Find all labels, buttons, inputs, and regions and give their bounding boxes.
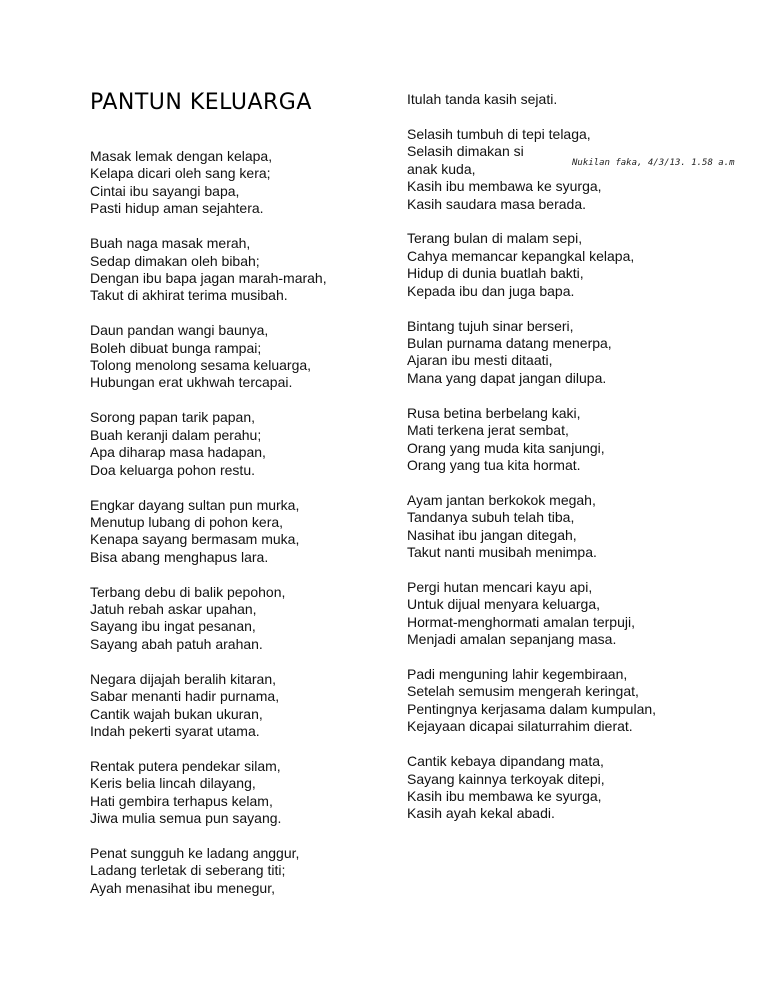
verse-line: Kepada ibu dan juga bapa. xyxy=(407,282,575,299)
verse-line: Sayang kainnya terkoyak ditepi, xyxy=(407,770,605,787)
verse-line: Takut nanti musibah menimpa. xyxy=(407,544,597,561)
pantun-stanza xyxy=(407,91,656,108)
pantun-stanza xyxy=(90,845,327,897)
verse-line: Keris belia lincah dilayang, xyxy=(90,775,256,792)
verse-line: Doa keluarga pohon restu. xyxy=(90,461,255,478)
verse-line: Sayang abah patuh arahan. xyxy=(90,635,263,652)
verse-line: Kasih ibu membawa ke syurga, xyxy=(407,788,602,804)
verse-line: Kenapa sayang bermasam muka, xyxy=(90,531,300,548)
verse-line: Boleh dibuat bunga rampai; xyxy=(90,339,262,356)
right-column xyxy=(407,91,656,840)
left-column xyxy=(90,148,327,915)
verse-line: Nasihat ibu jangan ditegah, xyxy=(407,526,577,543)
verse-line: Bintang tujuh sinar berseri, xyxy=(407,317,574,334)
verse-line: Kasih ibu membawa ke syurga, xyxy=(407,178,602,195)
verse-line: Takut di akhirat terima musibah. xyxy=(90,287,288,304)
pantun-stanza xyxy=(90,584,327,654)
verse-line: Masak lemak dengan kelapa, xyxy=(90,148,273,164)
pantun-stanza xyxy=(90,671,327,741)
verse-line: Bisa abang menghapus lara. xyxy=(90,548,269,565)
verse-line: Padi menguning lahir kegembiraan, xyxy=(407,666,628,683)
verse-line: Tolong menolong sesama keluarga, xyxy=(90,357,312,374)
pantun-stanza xyxy=(407,666,656,736)
verse-line: Cahya memancar kepangkal kelapa, xyxy=(407,247,635,264)
pantun-stanza xyxy=(90,235,327,305)
document-title: PANTUN KELUARGA xyxy=(90,90,312,115)
verse-line: Ayah menasihat ibu menegur, xyxy=(90,879,275,896)
verse-line: Selasih tumbuh di tepi telaga, xyxy=(407,125,591,142)
verse-line: Kelapa dicari oleh sang kera; xyxy=(90,165,271,182)
verse-line: Kasih saudara masa berada. xyxy=(407,195,586,212)
verse-line: Menutup lubang di pohon kera, xyxy=(90,513,284,530)
verse-line: Ajaran ibu mesti ditaati, xyxy=(407,352,553,369)
verse-line: Pasti hidup aman sejahtera. xyxy=(90,200,264,217)
verse-line: Pergi hutan mencari kayu api, xyxy=(407,578,593,595)
pantun-stanza xyxy=(407,318,656,388)
verse-line: Apa diharap masa hadapan, xyxy=(90,444,266,461)
verse-line: Hidup di dunia buatlah bakti, xyxy=(407,265,584,282)
verse-line: Terbang debu di balik pepohon, xyxy=(90,583,286,600)
verse-line: Hormat-menghormati amalan terpuji, xyxy=(407,613,635,630)
verse-line: Engkar dayang sultan pun murka, xyxy=(90,496,300,513)
handwritten-note: Nukilan faka, 4/3/13. 1.58 a.m xyxy=(572,158,735,168)
verse-line: Negara dijajah beralih kitaran, xyxy=(90,670,276,687)
verse-line: Kasih ayah kekal abadi. xyxy=(407,805,555,822)
verse-line: Bulan purnama datang menerpa, xyxy=(407,334,612,351)
pantun-stanza xyxy=(90,322,327,392)
verse-line: Terang bulan di malam sepi, xyxy=(407,230,583,247)
verse-line: Daun pandan wangi baunya, xyxy=(90,322,269,339)
verse-line: Sedap dimakan oleh bibah; xyxy=(90,252,260,269)
verse-line: Orang yang tua kita hormat. xyxy=(407,456,581,473)
pantun-stanza xyxy=(407,126,656,213)
verse-line: Menjadi amalan sepanjang masa. xyxy=(407,631,617,648)
verse-line: Untuk dijual menyara keluarga, xyxy=(407,596,600,613)
pantun-stanza xyxy=(407,753,656,823)
pantun-stanza xyxy=(407,230,656,300)
verse-line: Mana yang dapat jangan dilupa. xyxy=(407,369,607,386)
verse-line: Jatuh rebah askar upahan, xyxy=(90,601,257,618)
verse-line: Cantik kebaya dipandang mata, xyxy=(407,753,604,770)
verse-line: Itulah tanda kasih sejati. xyxy=(407,91,558,107)
verse-line: Jiwa mulia semua pun sayang. xyxy=(90,810,282,827)
verse-line: Buah naga masak merah, xyxy=(90,235,251,252)
verse-line: Tandanya subuh telah tiba, xyxy=(407,509,575,526)
verse-line: Indah pekerti syarat utama. xyxy=(90,722,260,739)
verse-line: Buah keranji dalam perahu; xyxy=(90,426,262,443)
verse-line: Penat sungguh ke ladang anggur, xyxy=(90,845,300,861)
pantun-stanza xyxy=(407,405,656,475)
verse-line: Sabar menanti hadir purnama, xyxy=(90,688,280,705)
verse-line: Cintai ibu sayangi bapa, xyxy=(90,182,240,199)
verse-line: Selasih dimakan si xyxy=(407,143,524,160)
verse-line: Ayam jantan berkokok megah, xyxy=(407,491,596,508)
verse-line: Sayang ibu ingat pesanan, xyxy=(90,618,256,635)
verse-line: Orang yang muda kita sanjungi, xyxy=(407,439,605,456)
verse-line: Hati gembira terhapus kelam, xyxy=(90,792,273,809)
verse-line: Rentak putera pendekar silam, xyxy=(90,757,281,774)
verse-line: Sorong papan tarik papan, xyxy=(90,409,256,426)
pantun-stanza xyxy=(407,492,656,562)
pantun-stanza xyxy=(407,579,656,649)
verse-line: Setelah semusim mengerah keringat, xyxy=(407,683,639,700)
verse-line: Ladang terletak di seberang titi; xyxy=(90,862,286,879)
pantun-stanza xyxy=(90,497,327,567)
verse-line: Rusa betina berbelang kaki, xyxy=(407,404,581,421)
pantun-stanza xyxy=(90,758,327,828)
verse-line: Hubungan erat ukhwah tercapai. xyxy=(90,374,293,391)
verse-line: Pentingnya kerjasama dalam kumpulan, xyxy=(407,700,657,717)
verse-line: Mati terkena jerat sembat, xyxy=(407,422,569,439)
verse-line: Dengan ibu bapa jagan marah-marah, xyxy=(90,269,327,286)
verse-line: Cantik wajah bukan ukuran, xyxy=(90,705,263,722)
pantun-stanza xyxy=(90,409,327,479)
pantun-stanza xyxy=(90,148,327,218)
verse-line: Kejayaan dicapai silaturrahim dierat. xyxy=(407,718,633,735)
verse-line: anak kuda, xyxy=(407,160,476,177)
